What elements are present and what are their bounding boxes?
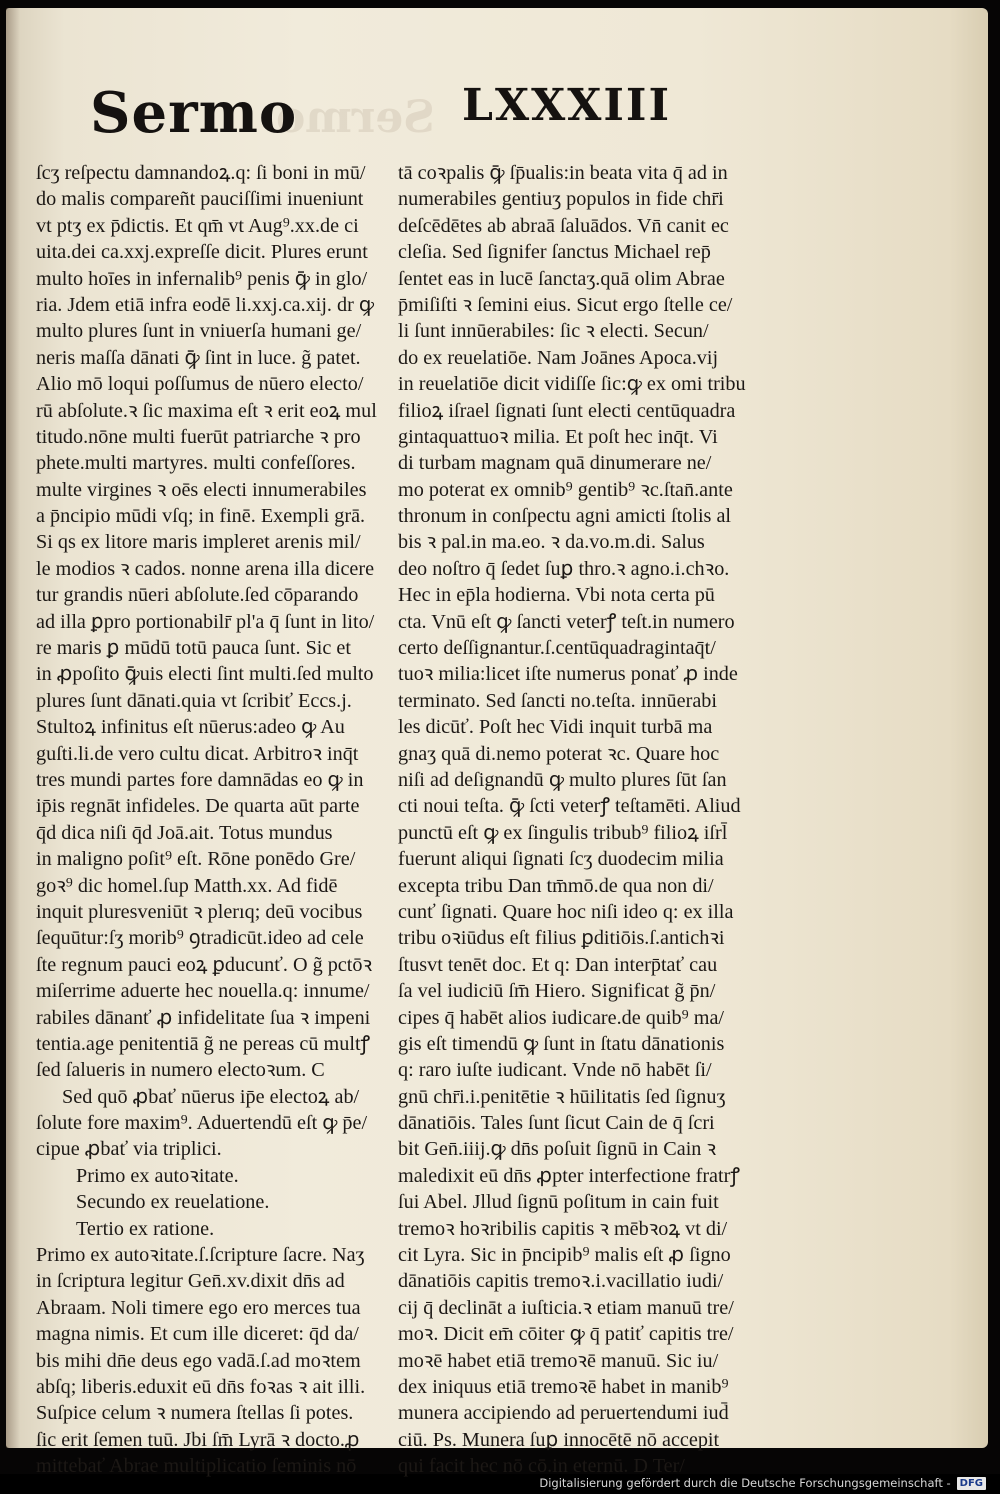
text-line: re maris ꝑ mūdū totū pauca ſunt. Sic et [36,637,351,660]
text-line: les dicūť. Poſt hec Vidi inquit turbā ma [398,716,713,739]
text-line: Si qs ex litore maris impleret arenis mil/ [36,531,361,554]
text-line: gis eſt timendū ꝙ ſunt in ſtatu dānationis [398,1032,725,1055]
text-line: guſti.li.de vero cultu dicat. Arbitroꝛ inq̄t [36,742,359,765]
credit-text: Digitalisierung gefördert durch die Deutsche Forschungsgemeinschaft - [539,1476,951,1490]
text-line: ciū. Ps. Munera ſuꝑ innocētē nō accepit [398,1428,720,1451]
text-line: p̄miſiſti ꝛ ſemini eius. Sicut ergo ſtelle ce/ [398,293,733,316]
text-line: cij q̄ declināt a iuſticia.ꝛ etiam manuū tre/ [398,1296,734,1319]
text-line: cipue ꝓbať via triplici. [36,1138,222,1161]
text-line: ſic erit ſemen tuū. Jbi ſm̄ Lyrā ꝛ docto.ꝓ [36,1428,360,1451]
text-line: le modios ꝛ cados. nonne arena illa dicere [36,557,375,580]
text-line: plures ſunt dānati.quia vt ſcribiť Eccs.j. [36,689,352,712]
text-line: filioꝝ iſrael ſignati ſunt electi centūquadra [398,399,736,422]
running-head: Sermo [90,80,298,146]
text-line: Suſpice celum ꝛ numera ſtellas ſi potes. [36,1402,354,1425]
text-line: cleſia. Sed ſignifer ſanctus Michael rep̄ [398,241,711,264]
text-line: a p̄ncipio mūdi vſq; in finē. Exempli grā. [36,505,366,528]
text-line: inquit pluresveniūt ꝛ plerıq; deū vocibus [36,900,363,923]
text-line: cit Lyra. Sic in p̄ncipib⁹ malis eſt ꝓ ſigno [398,1244,731,1267]
book-page [6,8,988,1478]
text-line: ſui Abel. Jllud ſignū poſitum in cain fuit [398,1191,719,1214]
text-line: in ſcriptura legitur Gen̄.xv.dixit dn̄s ad [36,1270,345,1293]
text-line: tentia.age penitentiā g̃ ne pereas cū multꝭ [36,1032,371,1055]
text-line: cunť ſignati. Quare hoc niſi ideo q: ex illa [398,900,734,923]
text-line: dānatiōis capitis tremoꝛ.i.vacillatio iudi/ [398,1270,724,1293]
text-line: ſcʒ reſpectu damnandoꝝ.q: ſi boni in mū/ [36,162,366,184]
text-line: di turbam magnam quā dinumerare ne/ [398,452,712,475]
text-line: ip̄is regnāt infideles. De quarta aūt parte [36,795,360,818]
text-line: gintaquattuoꝛ milia. Et poſt hec inq̄t. Vi [398,425,718,448]
text-line: rabiles dānanť ꝓ infidelitate ſua ꝛ impeni [36,1006,371,1029]
text-line: ſolute fore maxim⁹. Aduertendū eſt ꝙ p̄e/ [36,1112,368,1135]
text-line: phete.multi martyres. multi confeſſores. [36,452,356,475]
text-column-right [398,160,798,1480]
text-line: ſte regnum pauci eoꝝ ꝑducunť. O g̃ pctōꝛ [36,953,373,976]
text-line: gnaʒ quā di.nemo poterat ꝛc. Quare hoc [398,742,720,765]
text-line: tres mundi partes fore damnādas eo ꝙ in [36,768,364,791]
text-line: do malis compareñt pauciſſimi inueniunt [36,188,364,211]
text-line: tremoꝛ hoꝛribilis capitis ꝛ mēbꝛoꝝ vt di/ [398,1217,728,1240]
text-line: terminato. Sed ſancti no.teſta. innūerabi [398,689,717,712]
text-line: tā coꝛpalis ꝙ̄ ſp̄ualis:in beata vita q̄ ad in [398,162,728,184]
text-line: excepta tribu Dan tm̄mō.de qua non di/ [398,874,714,897]
text-line: deſcēdētes ab abraā ſaluādos. Vn̄ canit ec [398,214,729,237]
text-line: cipes q̄ habēt alios iudicare.de quib⁹ ma/ [398,1006,725,1029]
text-line: Sed quō ꝓbať nūerus ip̄e electoꝝ ab/ [62,1085,360,1108]
text-line: Hec in ep̄la hodierna. Vbi nota certa pū [398,584,715,607]
dfg-logo: DFG [957,1477,986,1490]
text-line: multo plures ſunt in vniuerſa humani ge/ [36,320,362,343]
text-line: q: raro iuſte iudicant. Vnde nō habēt ſi/ [398,1059,712,1082]
text-line: uita.dei ca.xxj.expreſſe dicit. Plures erunt [36,241,368,264]
folio-number: LXXXIII [462,80,672,131]
text-line: tribu oꝛiūdus eſt filius ꝑditiōis.ſ.antichꝛi [398,927,725,950]
text-line: dex iniquus etiā tremoꝛē habet in manib⁹ [398,1375,729,1398]
text-line: mittebať Abrae multiplicatio ſeminis nō [36,1455,357,1478]
text-column-left [36,160,398,1480]
bleed-through-heading: Sermo [276,92,435,143]
text-line: goꝛ⁹ dic homel.ſup Matth.xx. Ad fidē [36,874,338,897]
text-line: fuerunt aliqui ſignati ſcʒ duodecim milia [398,848,724,871]
text-line: Abraam. Noli timere ego ero merces tua [36,1296,361,1319]
text-line: in reuelatiōe dicit vidiſſe ſic:ꝙ ex omi tribu [398,373,746,396]
text-line: gnū chr̄i.i.penitētie ꝛ hūilitatis ſed ſignuʒ [398,1085,726,1108]
text-line: niſi ad deſignandū ꝙ multo plures ſūt ſan [398,768,727,791]
text-line: do ex reuelatiōe. Nam Joānes Apoca.vij [398,346,719,369]
text-line: qui facit hec nō cō.in eternū. D Ter/ [398,1455,685,1478]
text-line: punctū eſt ꝙ ex ſingulis tribub⁹ filioꝝ iſrl̄ [398,821,728,844]
text-line: deo noſtro q̄ ſedet ſuꝑ thro.ꝛ agno.i.chꝛo. [398,557,730,580]
text-line: cti noui teſta. ꝙ̄ ſcti veterꝭ teſtamēti. Aliud [398,795,741,818]
text-line: ad illa ꝑpro portionabilr̄ pl'a q̄ ſunt in lito/ [36,610,375,633]
text-line: magna nimis. Et cum ille diceret: q̄d da/ [36,1323,359,1346]
text-line: abſq; liberis.eduxit eū dn̄s foꝛas ꝛ ait illi. [36,1375,366,1398]
text-line: ſentet eas in lucē ſanctaʒ.quā olim Abrae [398,267,725,290]
text-line: rū abſolute.ꝛ ſic maxima eſt ꝛ erit eoꝝ mul [36,399,377,422]
text-line: tur grandis nūeri abſolute.ſed cōparando [36,584,359,607]
text-line: munera accipiendo ad peruertendumi iud̄ [398,1402,729,1425]
text-line: titudo.nōne multi fuerūt patriarche ꝛ pro [36,425,361,448]
text-line: Primo ex autoꝛitate. [76,1164,239,1187]
text-line: Secundo ex reuelatione. [76,1191,270,1214]
text-line: ſequūtur:ſʒ morib⁹ ꝯtradicūt.ideo ad cele [36,927,364,950]
gutter-shadow [6,8,20,1448]
text-line: moꝛē habet etiā tremoꝛē manuū. Sic iu/ [398,1349,719,1372]
text-line: multe virgines ꝛ oēs electi innumerabiles [36,478,367,501]
text-line: ſa vel iudiciū ſm̄ Hiero. Significat g̃ p̄n/ [398,980,716,1003]
text-line: vt ptʒ ex p̄dictis. Et qm̄ vt Aug⁹.xx.de ci [36,214,359,237]
text-line: ſed ſalueris in numero electoꝛum. C [36,1059,325,1082]
text-line: q̄d dica niſi q̄d Joā.ait. Totus mundus [36,821,333,844]
text-line: tuoꝛ milia:licet iſte numerus ponať ꝓ inde [398,663,738,686]
text-line: bis mihi dn̄e deus ego vadā.ſ.ad moꝛtem [36,1349,361,1372]
text-line: ria. Jdem etiā infra eodē li.xxj.ca.xij. dr ꝙ [36,293,375,316]
text-line: maledixit eū dn̄s ꝓpter interfectione fratrꝭ [398,1164,740,1187]
digitization-credit [539,1476,986,1490]
text-line: bis ꝛ pal.in ma.eo. ꝛ da.vo.m.di. Salus [398,531,705,554]
text-line: numerabiles gentiuʒ populos in fide chr̄i [398,188,724,211]
text-line: moꝛ. Dicit em̄ cōiter ꝙ q̄ patiť capitis tre/ [398,1323,734,1346]
text-line: li ſunt innūerabiles: ſic ꝛ electi. Secun/ [398,320,709,343]
text-line: Tertio ex ratione. [76,1217,215,1240]
text-line: ſtusvt tenēt doc. Et q: Dan interp̄tať cau [398,953,718,976]
text-line: Primo ex autoꝛitate.ſ.ſcripture ſacre. Naʒ [36,1244,365,1267]
text-line: neris maſſa dānati ꝙ̄ ſint in luce. g̃ patet. [36,346,361,369]
text-line: in ꝓpoſito ꝙ̄uis electi ſint multi.ſed multo [36,663,374,686]
text-line: Alio mō loqui poſſumus de nūero electo/ [36,373,364,396]
text-line: multo hoīes in infernalib⁹ penis ꝙ̄ in glo/ [36,267,368,290]
text-line: mo poterat ex omnib⁹ gentib⁹ ꝛc.ſtan̄.ante [398,478,733,501]
text-line: bit Gen̄.iiij.ꝙ dn̄s poſuit ſignū in Cain ꝛ [398,1138,717,1161]
text-line: cta. Vnū eſt ꝙ ſancti veterꝭ teſt.in numero [398,610,735,633]
text-line: thronum in conſpectu agni amicti ſtolis al [398,505,732,528]
text-line: dānatiōis. Tales ſunt ſicut Cain de q̄ ſcri [398,1112,715,1135]
text-line: in maligno poſit⁹ eſt. Rōne ponēdo Gre/ [36,848,356,871]
text-line: miſerrime aduerte hec nouella.q: innume/ [36,980,370,1003]
text-line: Stultoꝝ infinitus eſt nūerus:adeo ꝙ Au [36,716,345,739]
text-line: certo deſſignantur.ſ.centūquadragintaq̄t/ [398,637,716,660]
